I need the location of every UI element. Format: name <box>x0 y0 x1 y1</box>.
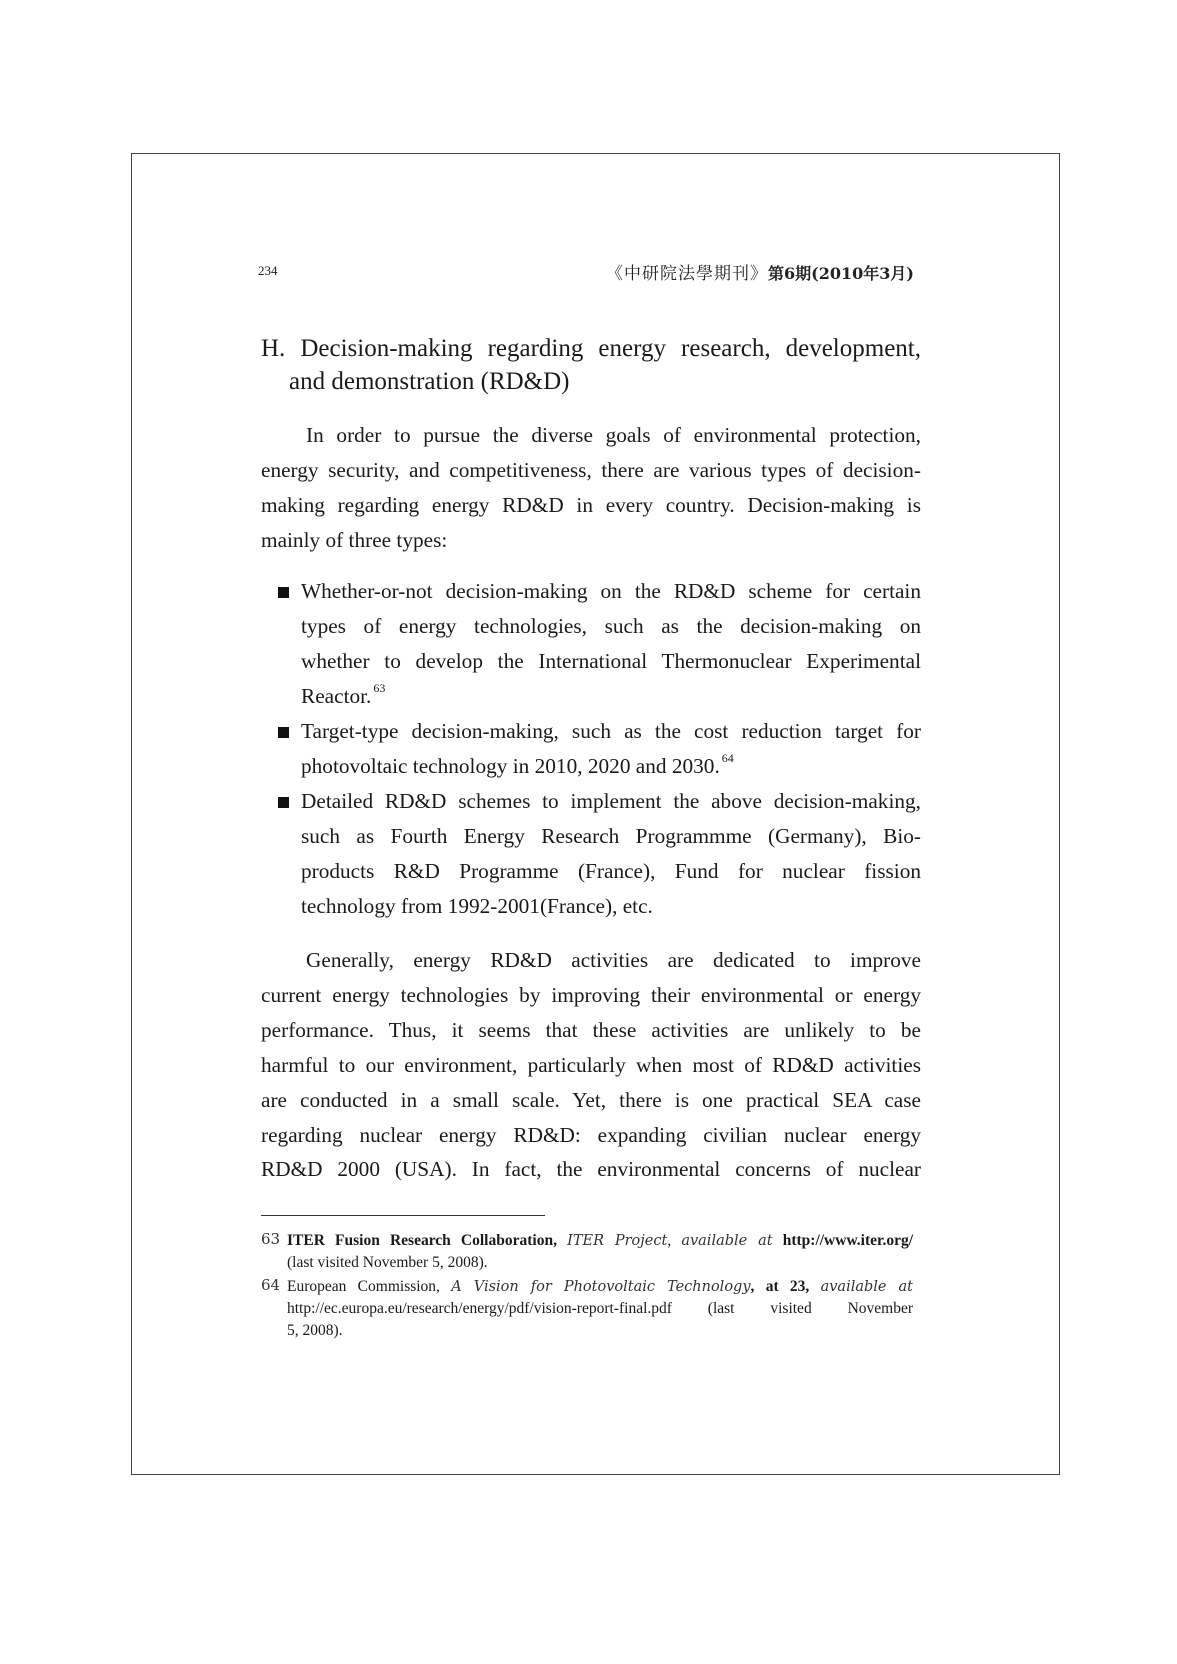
section-heading-line-1: H. Decision-making regarding energy research, development, <box>261 335 921 362</box>
bullet-1-line: whether to develop the International Thermonuclear Experimental <box>301 649 921 673</box>
issue-label: 第6期(2010年3月) <box>768 264 914 283</box>
bullet-1-text: Reactor. <box>301 684 372 708</box>
bullet-2-last-line <box>301 749 921 784</box>
paragraph-1-line: mainly of three types: <box>261 528 448 552</box>
paragraph-2-line: are conducted in a small scale. Yet, there is one practical SEA case <box>261 1088 921 1112</box>
footnote-separator <box>261 1215 545 1216</box>
paragraph-1-line: making regarding energy RD&D in every country. Decision-making is <box>261 493 921 517</box>
paragraph-2-line: current energy technologies by improving their environmental or energy <box>261 983 921 1007</box>
running-header <box>596 259 914 284</box>
footnote-64-author: European Commission, <box>287 1278 440 1295</box>
paragraph-1-line: energy security, and competitiveness, there are various types of decision- <box>261 458 921 482</box>
paragraph-2-line: harmful to our environment, particularly when most of RD&D activities <box>261 1053 921 1077</box>
bullet-1-line: types of energy technologies, such as the decision-making on <box>301 614 921 638</box>
footnote-64-title: A Vision for Photovoltaic Technology <box>451 1279 751 1295</box>
paragraph-2-line: regarding nuclear energy RD&D: expanding civilian nuclear energy <box>261 1123 921 1147</box>
page-number: 234 <box>258 263 278 278</box>
bullet-square-icon <box>278 587 289 598</box>
bullet-square-icon <box>278 727 289 738</box>
footnote-63-title: ITER Project <box>567 1233 668 1249</box>
bullet-square-icon <box>278 797 289 808</box>
paragraph-2-line: performance. Thus, it seems that these activities are unlikely to be <box>261 1018 921 1042</box>
bullet-3-line: Detailed RD&D schemes to implement the above decision-making, <box>301 789 921 813</box>
footnote-64-available: available at <box>820 1279 913 1295</box>
footnote-ref-64[interactable]: 64 <box>721 751 734 765</box>
bullet-2-text: photovoltaic technology in 2010, 2020 and 2030. <box>301 754 720 778</box>
footnote-63-number: 63 <box>261 1230 281 1248</box>
bullet-1-line: Whether-or-not decision-making on the RD&D scheme for certain <box>301 579 921 603</box>
paragraph-1-line: In order to pursue the diverse goals of environmental protection, <box>306 423 921 447</box>
bullet-3-line: such as Fourth Energy Research Programmme (Germany), Bio- <box>301 824 921 848</box>
footnote-63-author: ITER Fusion Research Collaboration, <box>287 1232 557 1249</box>
footnote-63-line-2: (last visited November 5, 2008). <box>287 1254 488 1271</box>
footnote-64-number: 64 <box>261 1276 281 1294</box>
footnote-64-url-line[interactable]: http://ec.europa.eu/research/energy/pdf/vision-report-final.pdf (last visited November <box>287 1300 913 1317</box>
footnote-64-pin: , at 23, <box>750 1278 810 1295</box>
bullet-2-line: Target-type decision-making, such as the cost reduction target for <box>301 719 921 743</box>
bullet-3-line: technology from 1992-2001(France), etc. <box>301 894 653 918</box>
footnote-63-url[interactable]: http://www.iter.org/ <box>782 1232 914 1249</box>
footnote-64-line-3: 5, 2008). <box>287 1322 343 1339</box>
footnote-63-line-1: ITER Fusion Research Collaboration, ITER Project, available at http://www.iter.org/ <box>287 1232 914 1249</box>
journal-title: 《中研院法學期刊》 <box>606 264 769 284</box>
section-heading-line-2: and demonstration (RD&D) <box>289 368 570 395</box>
bullet-3-line: products R&D Programme (France), Fund for nuclear fission <box>301 859 921 883</box>
footnote-ref-63[interactable]: 63 <box>373 681 386 695</box>
footnote-64-line-1 <box>287 1276 913 1298</box>
footnote-63-available: available at <box>681 1233 773 1249</box>
bullet-1-last-line <box>301 679 921 714</box>
paragraph-2-line: Generally, energy RD&D activities are dedicated to improve <box>306 948 921 972</box>
paragraph-2-line: RD&D 2000 (USA). In fact, the environmental concerns of nuclear <box>261 1157 921 1181</box>
